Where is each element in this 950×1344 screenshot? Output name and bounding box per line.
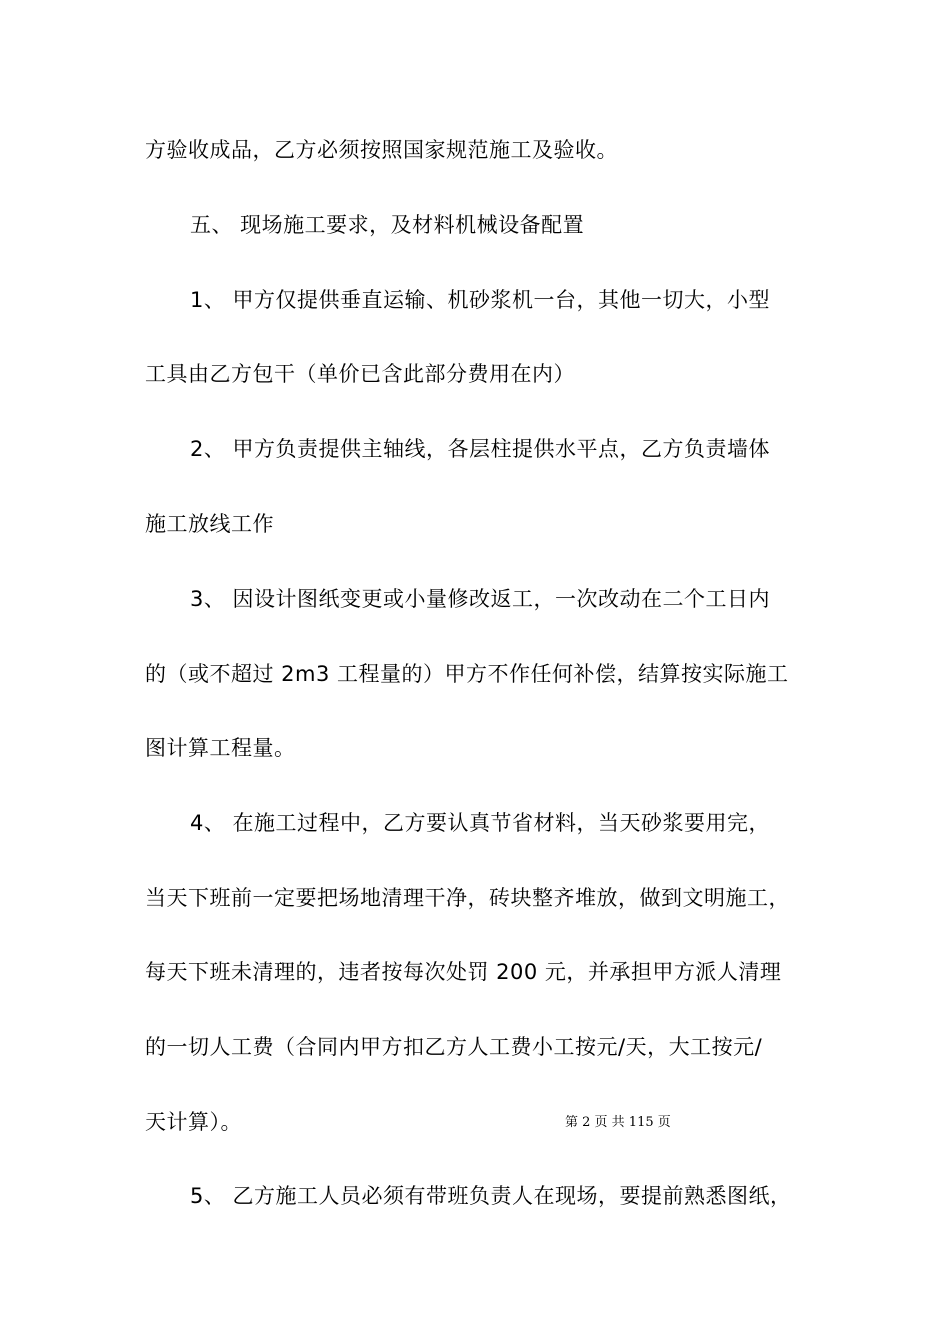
text-line-1: 方验收成品，乙方必须按照国家规范施工及验收。 — [145, 138, 618, 162]
section-heading-5: 五、 现场施工要求，及材料机械设备配置 — [190, 213, 585, 237]
clause-3-line-2: 的（或不超过 2m3 工程量的）甲方不作任何补偿，结算按实际施工 — [145, 662, 789, 686]
clause-4-line-1: 4、 在施工过程中，乙方要认真节省材料，当天砂浆要用完， — [190, 811, 771, 835]
clause-2-line-2: 施工放线工作 — [145, 512, 274, 536]
clause-4-line-5: 天计算）。 — [145, 1110, 242, 1134]
clause-2-line-1: 2、 甲方负责提供主轴线，各层柱提供水平点，乙方负责墙体 — [190, 437, 771, 461]
clause-4-line-2: 当天下班前一定要把场地清理干净，砖块整齐堆放，做到文明施工， — [145, 886, 790, 910]
clause-1-line-1: 1、 甲方仅提供垂直运输、机砂浆机一台，其他一切大，小型 — [190, 288, 771, 312]
clause-4-line-4: 的一切人工费（合同内甲方扣乙方人工费小工按元/天，大工按元/ — [145, 1035, 763, 1059]
clause-5-line-1: 5、 乙方施工人员必须有带班负责人在现场，要提前熟悉图纸， — [190, 1184, 792, 1208]
clause-1-line-2: 工具由乙方包干（单价已含此部分费用在内） — [145, 362, 575, 386]
page-number-footer: 第 2 页 共 115 页 — [565, 1115, 671, 1130]
clause-3-line-1: 3、 因设计图纸变更或小量修改返工，一次改动在二个工日内 — [190, 587, 771, 611]
clause-3-line-3: 图计算工程量。 — [145, 736, 296, 760]
clause-4-line-3: 每天下班未清理的，违者按每次处罚 200 元，并承担甲方派人清理 — [145, 960, 782, 984]
